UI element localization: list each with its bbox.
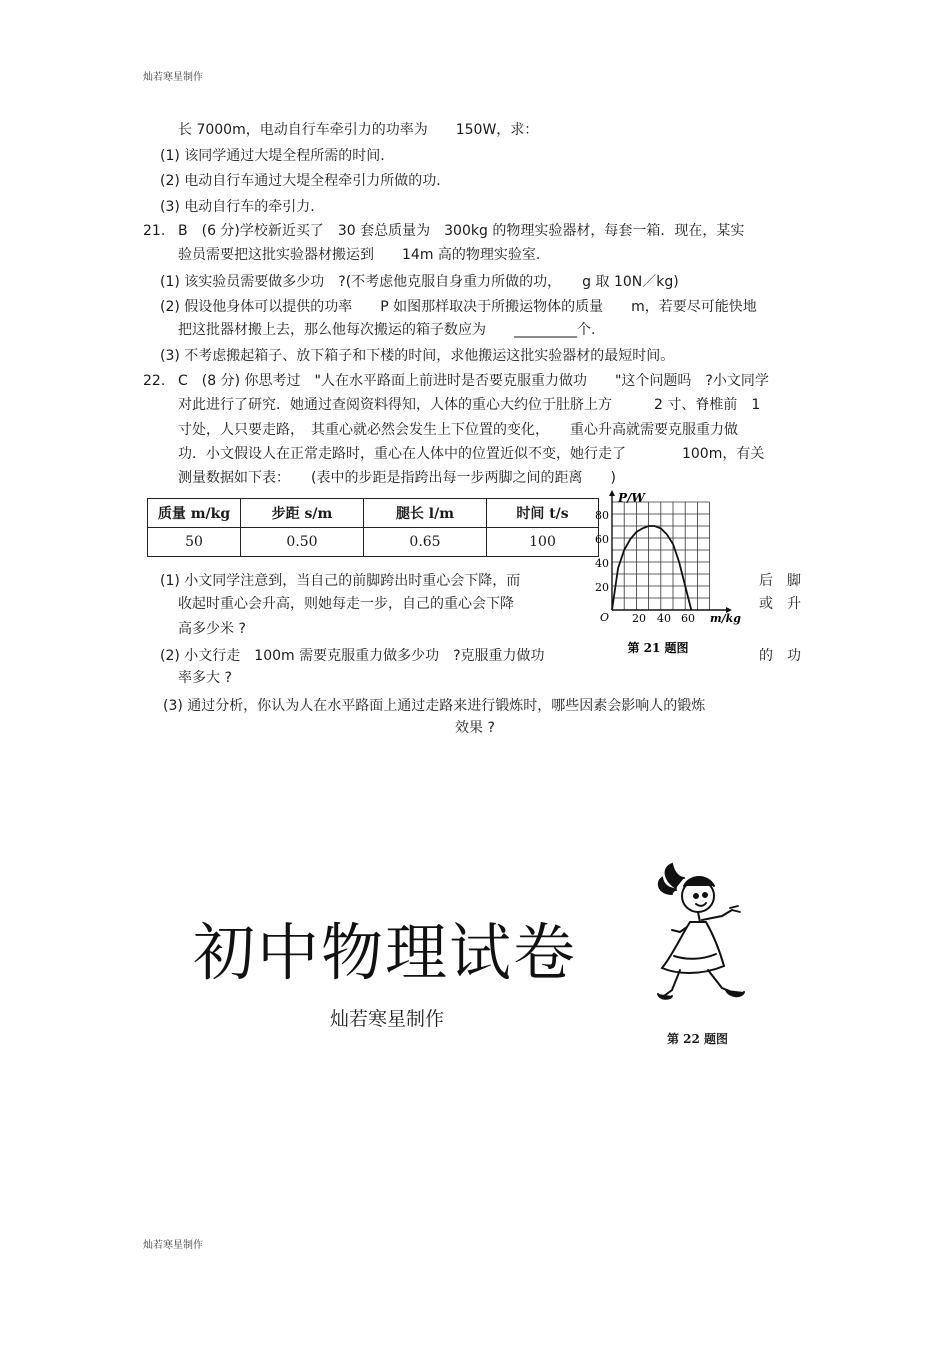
y-axis-label: P/W xyxy=(618,491,645,505)
q22-item-1-line-2: 收起时重心会升高，则她每走一步，自己的重心会下降 xyxy=(178,596,514,612)
q22-stem-line-4: 功．小文假设人在正常走路时，重心在人体中的位置近似不变，她行走了 100m，有关 xyxy=(178,446,765,462)
q22-stem-line-3: 寸处，人只要走路， 其重心就必然会发生上下位置的变化， 重心升高就需要克服重力做 xyxy=(178,422,738,438)
y-tick-label: 40 xyxy=(595,557,609,570)
q22-item-2-right: 的 功 xyxy=(759,648,801,664)
measurement-table xyxy=(147,498,599,557)
table-row xyxy=(148,528,599,557)
q22-item-2-line-2: 率多大 ? xyxy=(178,670,232,686)
page-footer: 灿若寒星制作 xyxy=(143,1240,203,1251)
q22-item-1-line-1: (1) 小文同学注意到，当自己的前脚跨出时重心会下降，而 xyxy=(160,573,521,589)
q20-item-1: (1) 该同学通过大堤全程所需的时间. xyxy=(160,148,385,164)
q20-item-2: (2) 电动自行车通过大堤全程牵引力所做的功. xyxy=(160,173,441,189)
x-tick-label: 40 xyxy=(657,612,671,625)
q22-item-2-line-1: (2) 小文行走 100m 需要克服重力做多少功 ?克服重力做功 xyxy=(160,648,545,664)
q20-intro: 长 7000m，电动自行车牵引力的功率为 150W，求： xyxy=(178,122,539,138)
origin-label: O xyxy=(600,611,610,624)
q22-item-3-line-2: 效果 ? xyxy=(455,720,495,736)
x-tick-label: 60 xyxy=(681,612,695,625)
q22-item-1-right-2: 或 升 xyxy=(759,596,801,612)
y-axis-arrow xyxy=(609,490,615,496)
q22-stem-line-1: C (8 分) 你思考过 "人在水平路面上前进时是否要克服重力做功 "这个问题吗 ?小文同学 xyxy=(178,373,769,389)
table-cell: 50 xyxy=(148,528,241,557)
q21-stem-line-1: B (6 分)学校新近买了 30 套总质量为 300kg 的物理实验器材，每套一箱．现在，某实 xyxy=(178,223,745,239)
walking-girl-illustration xyxy=(650,860,760,1015)
q21-item-2: (2) 假设他身体可以提供的功率 P 如图那样取决于所搬运物体的质量 m，若要尽可能快地 xyxy=(160,299,757,315)
q22-item-1-right-1: 后 脚 xyxy=(759,573,801,589)
q22-number: 22. xyxy=(143,373,166,389)
cover-title: 初中物理试卷 xyxy=(193,916,578,989)
q21-item-3: (3) 不考虑搬起箱子、放下箱子和下楼的时间，求他搬运这批实验器材的最短时间。 xyxy=(160,348,675,364)
table-header-cell: 时间 t/s xyxy=(487,499,599,528)
table-header-cell: 质量 m/kg xyxy=(148,499,241,528)
chart-grid xyxy=(612,502,710,610)
cover-subtitle: 灿若寒星制作 xyxy=(330,1008,445,1030)
q22-item-1-line-3: 高多少米 ? xyxy=(178,621,246,637)
q21-item-1: (1) 该实验员需要做多少功 ?(不考虑他克服自身重力所做的功， g 取 10N／kg) xyxy=(160,274,679,290)
x-axis-label: m/kg xyxy=(710,612,741,625)
table-header-cell: 步距 s/m xyxy=(241,499,364,528)
figure-22-caption: 第 22 题图 xyxy=(667,1032,729,1046)
table-header-row xyxy=(148,499,599,528)
q22-stem-line-5: 测量数据如下表： (表中的步距是指跨出每一步两脚之间的距离 ) xyxy=(178,470,616,486)
y-tick-label: 20 xyxy=(595,581,609,594)
q20-item-3: (3) 电动自行车的牵引力. xyxy=(160,199,315,215)
table-cell: 100 xyxy=(487,528,599,557)
q22-stem-line-2: 对此进行了研究．她通过查阅资料得知，人体的重心大约位于肚脐上方 2 寸、脊椎前 1 xyxy=(178,397,761,413)
x-tick-label: 20 xyxy=(632,612,646,625)
q21-item-2-cont: 把这批器材搬上去，那么他每次搬运的箱子数应为 _________个. xyxy=(178,322,596,338)
figure-21-caption: 第 21 题图 xyxy=(627,641,689,655)
q21-number: 21. xyxy=(143,223,166,239)
page-header: 灿若寒星制作 xyxy=(143,72,203,83)
q21-stem-line-2: 验员需要把这批实验器材搬运到 14m 高的物理实验室. xyxy=(178,247,541,263)
y-tick-label: 80 xyxy=(595,509,609,522)
y-tick-label: 60 xyxy=(595,533,609,546)
table-cell: 0.50 xyxy=(241,528,364,557)
table-header-cell: 腿长 l/m xyxy=(364,499,487,528)
power-mass-chart xyxy=(590,490,750,665)
table-cell: 0.65 xyxy=(364,528,487,557)
q22-item-3-line-1: (3) 通过分析，你认为人在水平路面上通过走路来进行锻炼时，哪些因素会影响人的锻炼 xyxy=(163,698,706,714)
